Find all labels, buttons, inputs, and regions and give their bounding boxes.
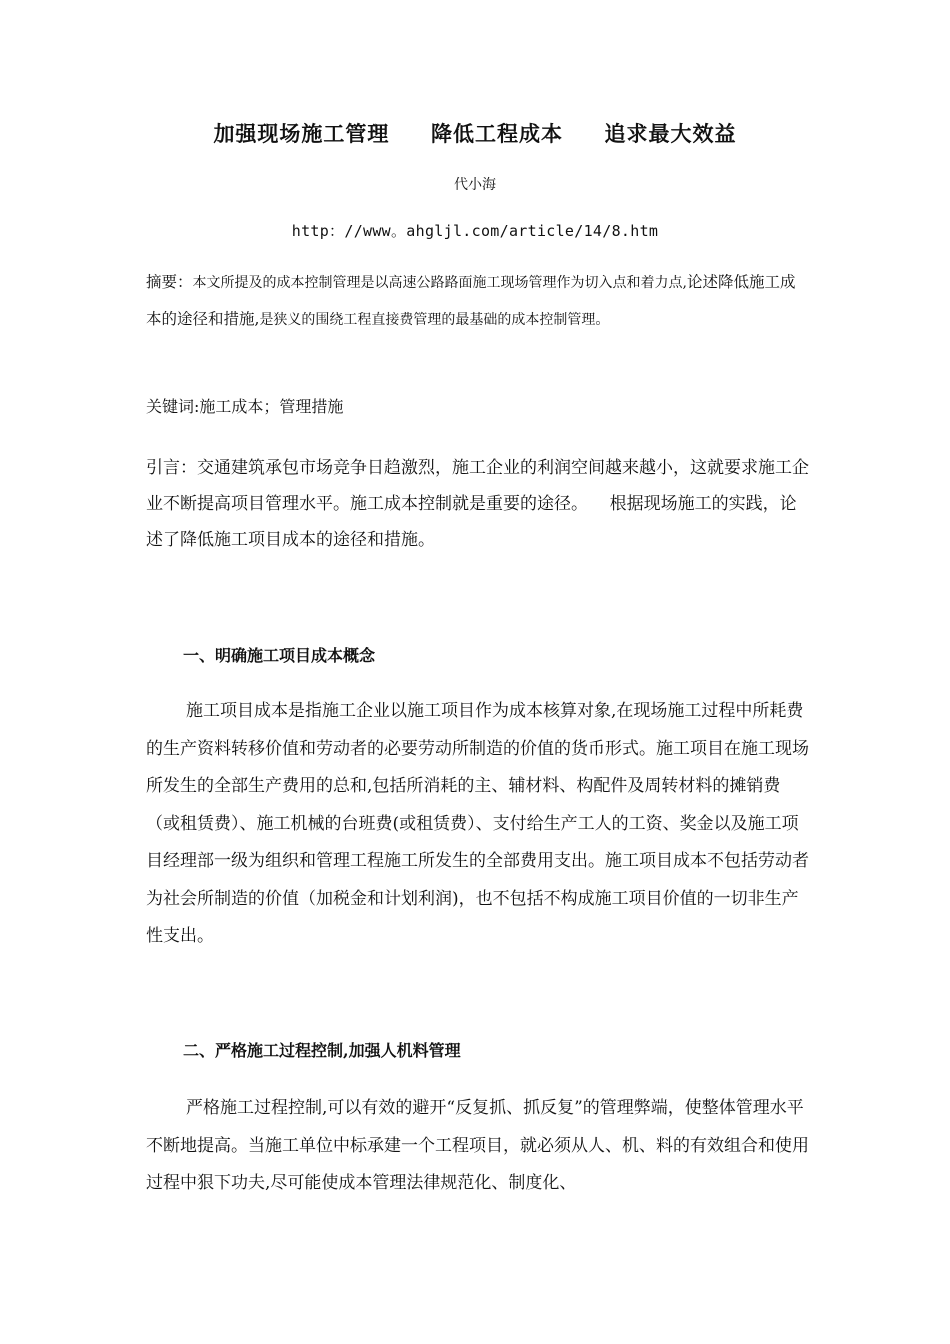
abstract-part-1: 本文所提及的成本控制管理是以高速公路路面施工现场管理作为切入点和着力点,: [192, 275, 687, 291]
section-body-1: 施工项目成本是指施工企业以施工项目作为成本核算对象,在现场施工过程中所耗费的生产资料转移价值和劳动者的必要劳动所制造的价值的货币形式。施工项目在施工现场所发生的全部生产费用的总和,包括所消耗的主、辅材料、构配件及周转材料的摊销费（或租赁费）、施工机械的台班费(或租赁费）、支付给生产工人的工资、奖金以及施工项目经理部一级为组织和管理工程施工所发生的全部费用支出。施工项目成本不包括劳动者为社会所制造的价值（加税金和计划利润)，也不包括不构成施工项目价值的一切非生产性支出。: [146, 701, 809, 946]
introduction: 引言：交通建筑承包市场竞争日趋激烈，施工企业的利润空间越来越小，这就要求施工企业不断提高项目管理水平。施工成本控制就是重要的途径。 根据现场施工的实践，论述了降低施工项目成本的途径和措施。: [146, 458, 809, 550]
abstract-label: 摘要：: [146, 273, 193, 291]
document-author: 代小海: [454, 177, 496, 193]
section-heading-2: 二、严格施工过程控制,加强人机料管理: [183, 1041, 461, 1060]
abstract: [146, 264, 806, 338]
document-title: 加强现场施工管理 降低工程成本 追求最大效益: [213, 121, 737, 146]
abstract-part-2: 论述降低施工成本的途径和措施,: [146, 273, 796, 328]
keywords: 关键词:施工成本；管理措施: [146, 397, 344, 416]
section-body-2: 严格施工过程控制,可以有效的避开“反复抓、抓反复”的管理弊端，使整体管理水平不断地提高。当施工单位中标承建一个工程项目，就必须从人、机、料的有效组合和使用过程中狠下功夫,尽可能使成本管理法律规范化、制度化、: [146, 1098, 809, 1193]
section-heading-1: 一、明确施工项目成本概念: [183, 646, 376, 665]
document-url: http：//www。ahgljl.com/article/14/8.htm: [291, 222, 659, 240]
abstract-part-3: 是狭义的围绕工程直接费管理的最基础的成本控制管理。: [259, 312, 610, 328]
